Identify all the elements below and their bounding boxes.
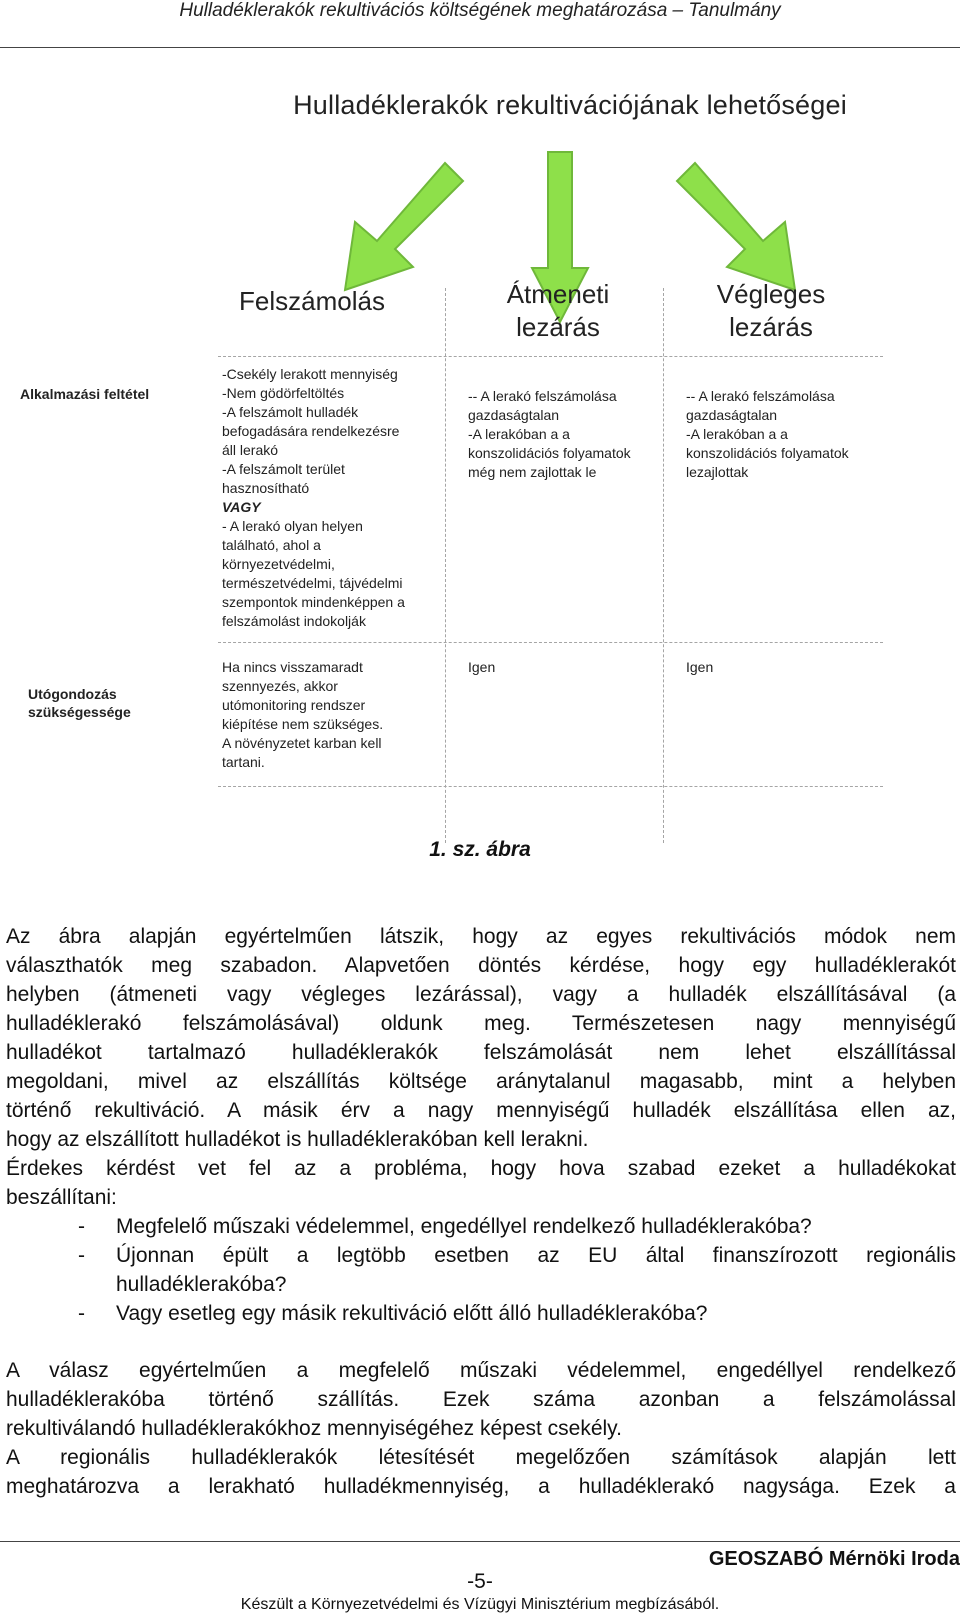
list-item bbox=[6, 1299, 956, 1328]
cell-line: -A felszámolt terület bbox=[222, 461, 345, 477]
list-dash: - bbox=[78, 1244, 85, 1267]
arrow-left-icon bbox=[325, 155, 470, 300]
grid-divider bbox=[663, 288, 664, 843]
cell-uto-felszamolas bbox=[222, 658, 383, 772]
cell-line: környezetvédelmi, bbox=[222, 556, 335, 572]
cell-line: még nem zajlottak le bbox=[468, 464, 597, 480]
cell-line: utómonitoring rendszer bbox=[222, 697, 366, 713]
cell-line: lezajlottak bbox=[686, 464, 749, 480]
grid-divider bbox=[445, 288, 446, 843]
cell-line: található, ahol a bbox=[222, 537, 321, 553]
text-line: Az ábra alapján egyértelműen látszik, hogy az egyes rekultivációs módok nem bbox=[6, 925, 956, 948]
footer-divider bbox=[0, 1541, 960, 1542]
cell-line: áll lerakó bbox=[222, 442, 279, 458]
list-dash: - bbox=[78, 1215, 85, 1238]
cell-line: szempontok mindenképpen a bbox=[222, 594, 405, 610]
column-header-vegleges bbox=[681, 278, 861, 344]
cell-line: szennyezés, akkor bbox=[222, 678, 338, 694]
row-label-utogondozas bbox=[28, 685, 131, 721]
cell-line: hasznosítható bbox=[222, 480, 310, 496]
text-line: Vagy esetleg egy másik rekultiváció előtt álló hulladéklerakóba? bbox=[116, 1302, 708, 1325]
cell-line: konszolidációs folyamatok bbox=[686, 445, 849, 461]
cell-alk-atmeneti bbox=[468, 387, 631, 482]
text-line: hulladékot tartalmazó hulladéklerakók felszámolását nem lehet elszállítással bbox=[6, 1041, 956, 1064]
list-item bbox=[6, 1241, 956, 1299]
cell-line: -A lerakóban a a bbox=[686, 426, 788, 442]
paragraph bbox=[6, 922, 956, 1154]
cell-line: gazdaságtalan bbox=[468, 407, 560, 423]
paragraph bbox=[6, 1154, 956, 1212]
row-label-alkalmazasi: Alkalmazási feltétel bbox=[20, 386, 150, 402]
text-line: megoldani, mivel az elszállítás költsége aránytalanul magasabb, mint a helyben bbox=[6, 1070, 956, 1093]
text-line: helyben (átmeneti vagy végleges lezárással), vagy a hulladék elszállításával (a bbox=[6, 983, 956, 1006]
cell-line: Ha nincs visszamaradt bbox=[222, 659, 363, 675]
cell-line: -Csekély lerakott mennyiség bbox=[222, 366, 398, 382]
paragraph bbox=[6, 1443, 956, 1501]
text-line: hulladéklerakó felszámolásával) oldunk meg. Természetesen nagy mennyiségű bbox=[6, 1012, 956, 1035]
text-line: A válasz egyértelműen a megfelelő műszaki védelemmel, engedéllyel rendelkező bbox=[6, 1359, 956, 1382]
list-dash: - bbox=[78, 1302, 85, 1325]
footer-note: Készült a Környezetvédelmi és Vízügyi Minisztérium megbízásából. bbox=[240, 1596, 720, 1613]
paragraph bbox=[6, 1356, 956, 1443]
figure bbox=[0, 60, 960, 840]
text-line: beszállítani: bbox=[6, 1186, 117, 1209]
cell-line: tartani. bbox=[222, 754, 265, 770]
grid-divider bbox=[218, 642, 883, 643]
cell-line: - A lerakó olyan helyen bbox=[222, 518, 363, 534]
cell-vagy: VAGY bbox=[222, 499, 261, 515]
text-line: hogy az elszállított hulladékot is hulladéklerakóban kell lerakni. bbox=[6, 1128, 589, 1151]
cell-line: -A lerakóban a a bbox=[468, 426, 570, 442]
cell-line: kiépítése nem szükséges. bbox=[222, 716, 384, 732]
cell-line: A növényzetet karban kell bbox=[222, 735, 382, 751]
grid-divider bbox=[218, 356, 883, 357]
cell-uto-atmeneti: Igen bbox=[468, 659, 496, 675]
text-line: választhatók meg szabadon. Alapvetően döntés kérdése, hogy egy hulladéklerakót bbox=[6, 954, 956, 977]
paragraph-gap bbox=[6, 1328, 956, 1356]
text-line: hulladéklerakóba? bbox=[116, 1273, 287, 1296]
grid-divider bbox=[218, 786, 883, 787]
page-header bbox=[0, 0, 960, 30]
running-title: Hulladéklerakók rekultivációs költségének meghatározása – Tanulmány bbox=[179, 0, 781, 21]
cell-uto-vegleges: Igen bbox=[686, 659, 714, 675]
row-label-line: Utógondozás bbox=[28, 686, 117, 702]
cell-line: -- A lerakó felszámolása bbox=[468, 388, 617, 404]
cell-line: -Nem gödörfeltöltés bbox=[222, 385, 345, 401]
row-label-line: szükségessége bbox=[28, 704, 131, 720]
question-list bbox=[6, 1212, 956, 1328]
cell-line: befogadására rendelkezésre bbox=[222, 423, 400, 439]
list-item bbox=[6, 1212, 956, 1241]
text-line: Érdekes kérdést vet fel az a probléma, hogy hova szabad ezeket a hulladékokat bbox=[6, 1157, 956, 1180]
column-header-atmeneti bbox=[468, 278, 648, 344]
cell-line: gazdaságtalan bbox=[686, 407, 778, 423]
text-line: hulladéklerakóba történő szállítás. Ezek száma azonban a felszámolással bbox=[6, 1388, 956, 1411]
cell-line: konszolidációs folyamatok bbox=[468, 445, 631, 461]
body-text bbox=[6, 922, 956, 1501]
cell-line: felszámolást indokolják bbox=[222, 613, 366, 629]
cell-line: -A felszámolt hulladék bbox=[222, 404, 359, 420]
text-line: meghatározva a lerakható hulladékmennyiség, a hulladéklerakó nagysága. Ezek a bbox=[6, 1475, 956, 1498]
cell-alk-vegleges bbox=[686, 387, 849, 482]
header-divider bbox=[0, 47, 960, 48]
column-header-line: lezárás bbox=[516, 312, 600, 342]
figure-title: Hulladéklerakók rekultivációjának lehetőségei bbox=[293, 90, 847, 120]
cell-alk-felszamolas bbox=[222, 365, 405, 631]
text-line: történő rekultiváció. A másik érv a nagy mennyiségű hulladék elszállítása ellen az, bbox=[6, 1099, 956, 1122]
cell-line: -- A lerakó felszámolása bbox=[686, 388, 835, 404]
column-header-text: Felszámolás bbox=[239, 286, 385, 316]
text-line: Megfelelő műszaki védelemmel, engedéllyel rendelkező hulladéklerakóba? bbox=[116, 1215, 812, 1238]
cell-line: természetvédelmi, tájvédelmi bbox=[222, 575, 403, 591]
figure-caption: 1. sz. ábra bbox=[429, 838, 531, 861]
column-header-line: Átmeneti bbox=[506, 279, 610, 309]
text-line: rekultiválandó hulladéklerakókhoz mennyiségéhez képest csekély. bbox=[6, 1417, 622, 1440]
page-number: -5- bbox=[467, 1570, 493, 1593]
text-line: A regionális hulladéklerakók létesítését megelőzően számítások alapján lett bbox=[6, 1446, 956, 1469]
column-header-line: Végleges bbox=[716, 279, 826, 309]
footer-firm: GEOSZABÓ Mérnöki Iroda bbox=[708, 1548, 960, 1570]
text-line: Újonnan épült a legtöbb esetben az EU által finanszírozott regionális bbox=[116, 1244, 956, 1267]
column-header-felszamolas bbox=[222, 285, 402, 318]
column-header-line: lezárás bbox=[729, 312, 813, 342]
